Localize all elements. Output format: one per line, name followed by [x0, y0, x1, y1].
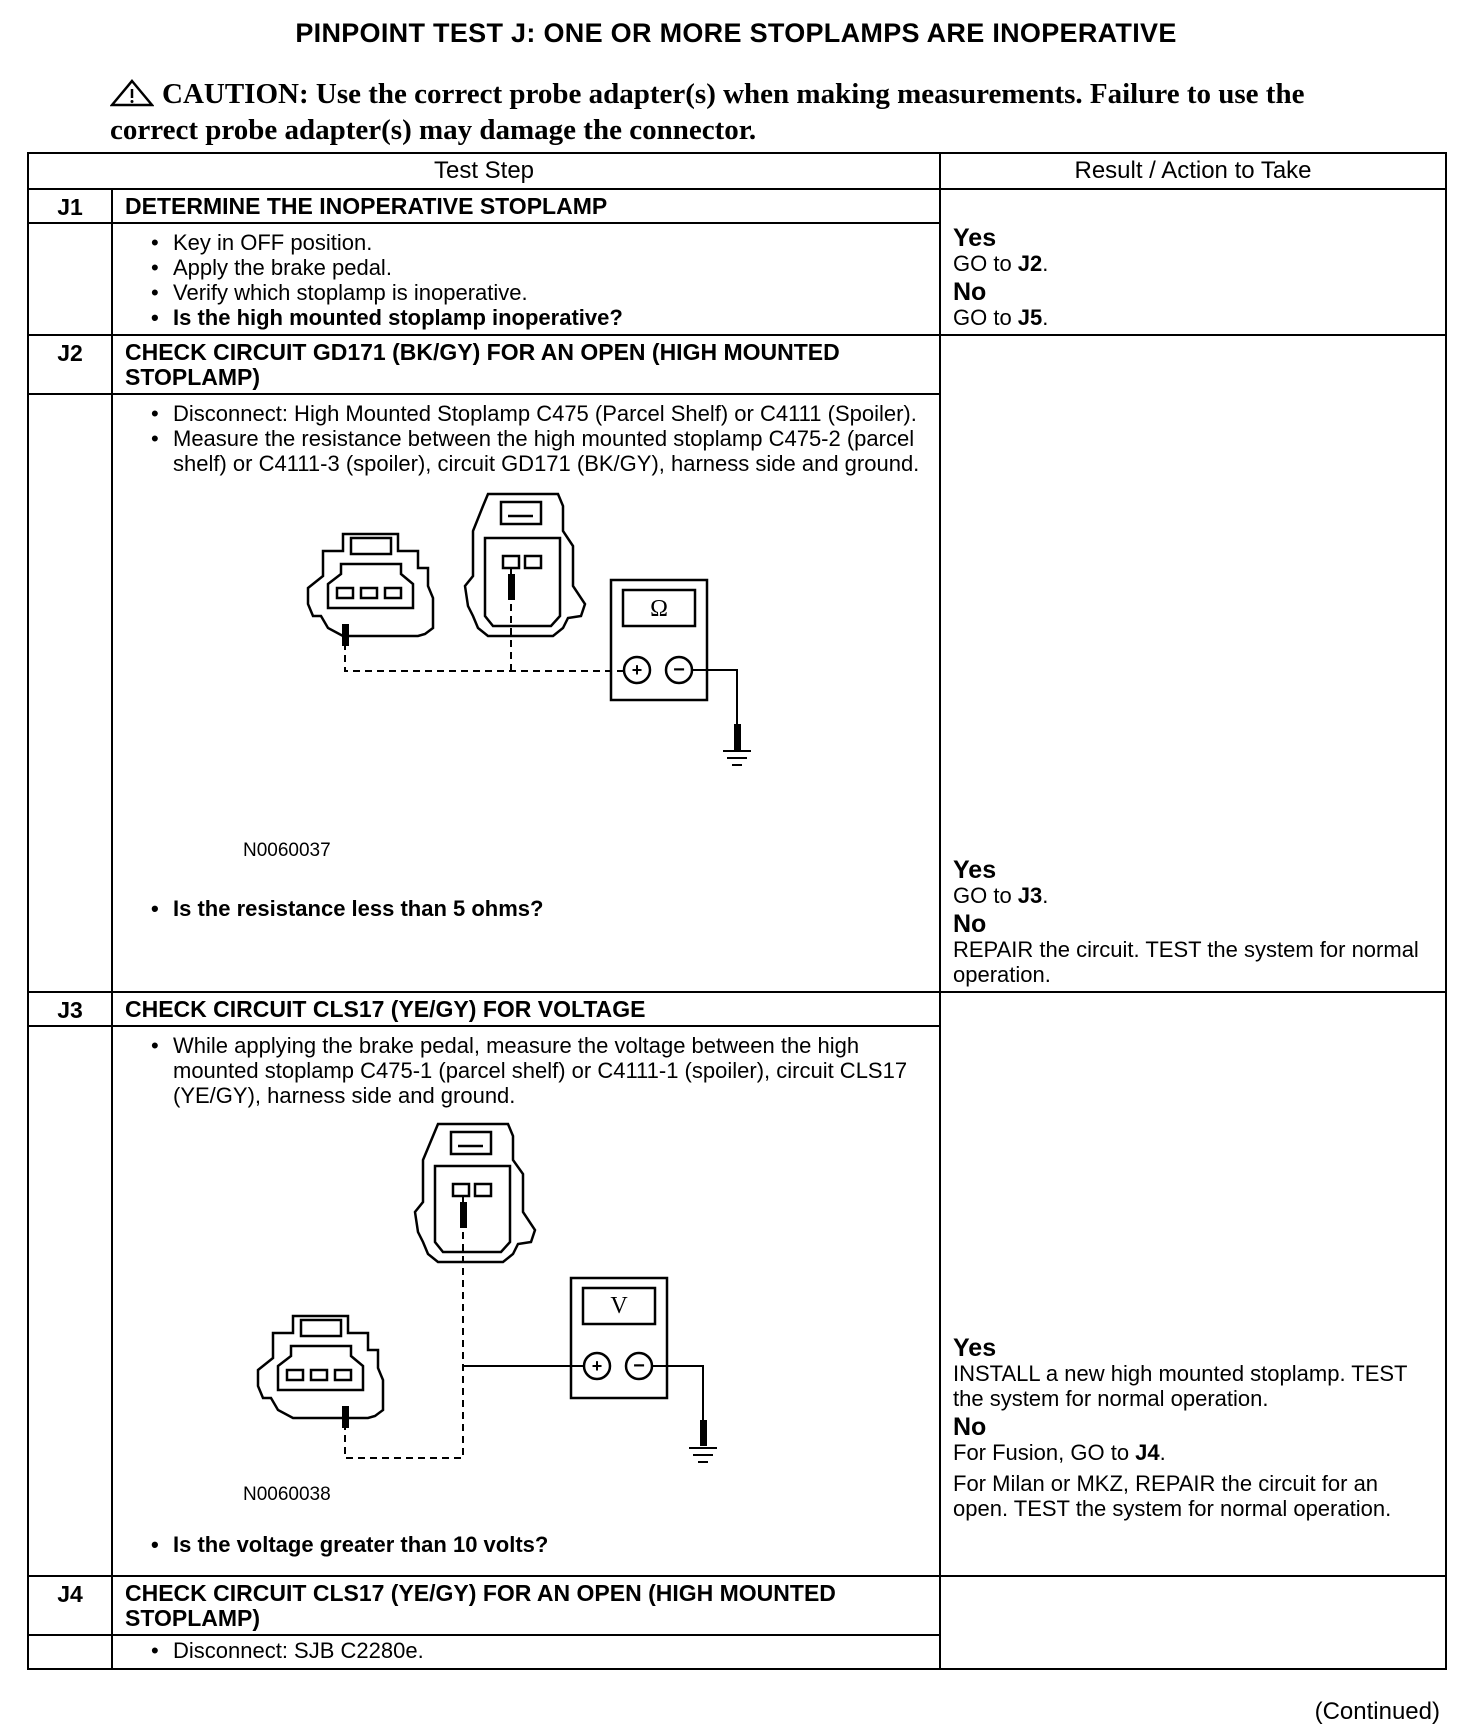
bullet-item: • Apply the brake pedal. [151, 255, 929, 280]
probe-icon [700, 1420, 707, 1446]
result-yes-label: Yes [953, 1334, 997, 1362]
step-j2-heading-row [28, 335, 1446, 394]
step-j4-result [940, 1576, 1446, 1669]
result-no-label: No [953, 910, 987, 938]
step-j1-heading-row [28, 189, 1446, 223]
voltage-test-diagram [123, 1108, 923, 1508]
result-yes-label: Yes [953, 224, 997, 252]
meter-plus: + [591, 1356, 603, 1376]
step-id: J2 [28, 335, 112, 394]
step-question: • Is the voltage greater than 10 volts? [151, 1532, 929, 1557]
step-j3-result [940, 992, 1446, 1576]
step-j2-result [940, 335, 1446, 992]
step-j3-body [112, 1026, 940, 1576]
meter-plus: + [631, 660, 643, 680]
result-no-text: GO to J5. [953, 305, 1049, 330]
step-j4-body [112, 1635, 940, 1669]
probe-icon [508, 574, 515, 600]
pinpoint-test-table [27, 152, 1447, 1670]
resistance-test-figure [123, 476, 929, 896]
step-j4-heading-row [28, 1576, 1446, 1635]
bullet-item: • Disconnect: High Mounted Stoplamp C475 (Parcel Shelf) or C4111 (Spoiler). [151, 401, 929, 426]
step-heading: DETERMINE THE INOPERATIVE STOPLAMP [112, 189, 940, 223]
result-no-text-2: For Milan or MKZ, REPAIR the circuit for an open. TEST the system for normal operation. [953, 1471, 1392, 1521]
step-j3-heading-row [28, 992, 1446, 1026]
step-question: • Is the high mounted stoplamp inoperative? [151, 305, 929, 330]
voltage-test-figure [123, 1108, 929, 1508]
figure-id: N0060038 [243, 1484, 331, 1505]
step-heading: CHECK CIRCUIT CLS17 (YE/GY) FOR VOLTAGE [112, 992, 940, 1026]
col-header-result: Result / Action to Take [940, 153, 1446, 189]
result-yes-text: GO to J3. [953, 883, 1049, 908]
bullet-item: • Verify which stoplamp is inoperative. [151, 280, 929, 305]
result-yes-label: Yes [953, 856, 997, 884]
meter-symbol: Ω [650, 596, 668, 622]
bullet-item: • Key in OFF position. [151, 230, 929, 255]
probe-icon [342, 1406, 349, 1428]
warning-triangle-icon [110, 79, 154, 114]
result-no-text: For Fusion, GO to J4. [953, 1440, 1166, 1465]
step-id: J3 [28, 992, 112, 1026]
probe-icon [342, 624, 349, 646]
step-j2-body [112, 394, 940, 992]
caution-label: CAUTION: [162, 78, 309, 110]
step-heading: CHECK CIRCUIT CLS17 (YE/GY) FOR AN OPEN (HIGH MOUNTED STOPLAMP) [112, 1576, 940, 1635]
meter-symbol: V [610, 1293, 628, 1319]
continued-label: (Continued) [1314, 1698, 1440, 1725]
col-header-test-step: Test Step [28, 153, 940, 189]
result-yes-text: GO to J2. [953, 251, 1049, 276]
caution-text: Use the correct probe adapter(s) when making measurements. Failure to use the correct probe adapter(s) may damage the connector. [110, 78, 1305, 146]
step-question: • Is the resistance less than 5 ohms? [151, 896, 929, 921]
caution-note [110, 78, 1340, 146]
bullet-item: • While applying the brake pedal, measure the voltage between the high mounted stoplamp C475-1 (parcel shelf) or C4111-1 (spoiler), circuit CLS17 (YE/GY), harness side and ground. [151, 1033, 929, 1108]
probe-icon [460, 1202, 467, 1228]
bullet-item: • Measure the resistance between the high mounted stoplamp C475-2 (parcel shelf) or C4111-3 (spoiler), circuit GD171 (BK/GY), harness side and ground. [151, 426, 929, 476]
probe-icon [734, 724, 741, 750]
step-heading: CHECK CIRCUIT GD171 (BK/GY) FOR AN OPEN (HIGH MOUNTED STOPLAMP) [112, 335, 940, 394]
result-no-label: No [953, 278, 987, 306]
result-no-text: REPAIR the circuit. TEST the system for normal operation. [953, 937, 1419, 987]
result-no-label: No [953, 1413, 987, 1441]
step-j1-result [940, 189, 1446, 335]
result-yes-text: INSTALL a new high mounted stoplamp. TEST the system for normal operation. [953, 1361, 1408, 1411]
step-id: J4 [28, 1576, 112, 1635]
table-header-row [28, 153, 1446, 189]
meter-minus: − [633, 1355, 645, 1377]
step-id: J1 [28, 189, 112, 223]
resistance-test-diagram [123, 476, 923, 896]
meter-minus: − [673, 659, 685, 681]
step-j1-body [112, 223, 940, 335]
bullet-item: • Disconnect: SJB C2280e. [151, 1638, 929, 1663]
page-title: PINPOINT TEST J: ONE OR MORE STOPLAMPS ARE INOPERATIVE [295, 18, 1177, 48]
figure-id: N0060037 [243, 840, 331, 861]
